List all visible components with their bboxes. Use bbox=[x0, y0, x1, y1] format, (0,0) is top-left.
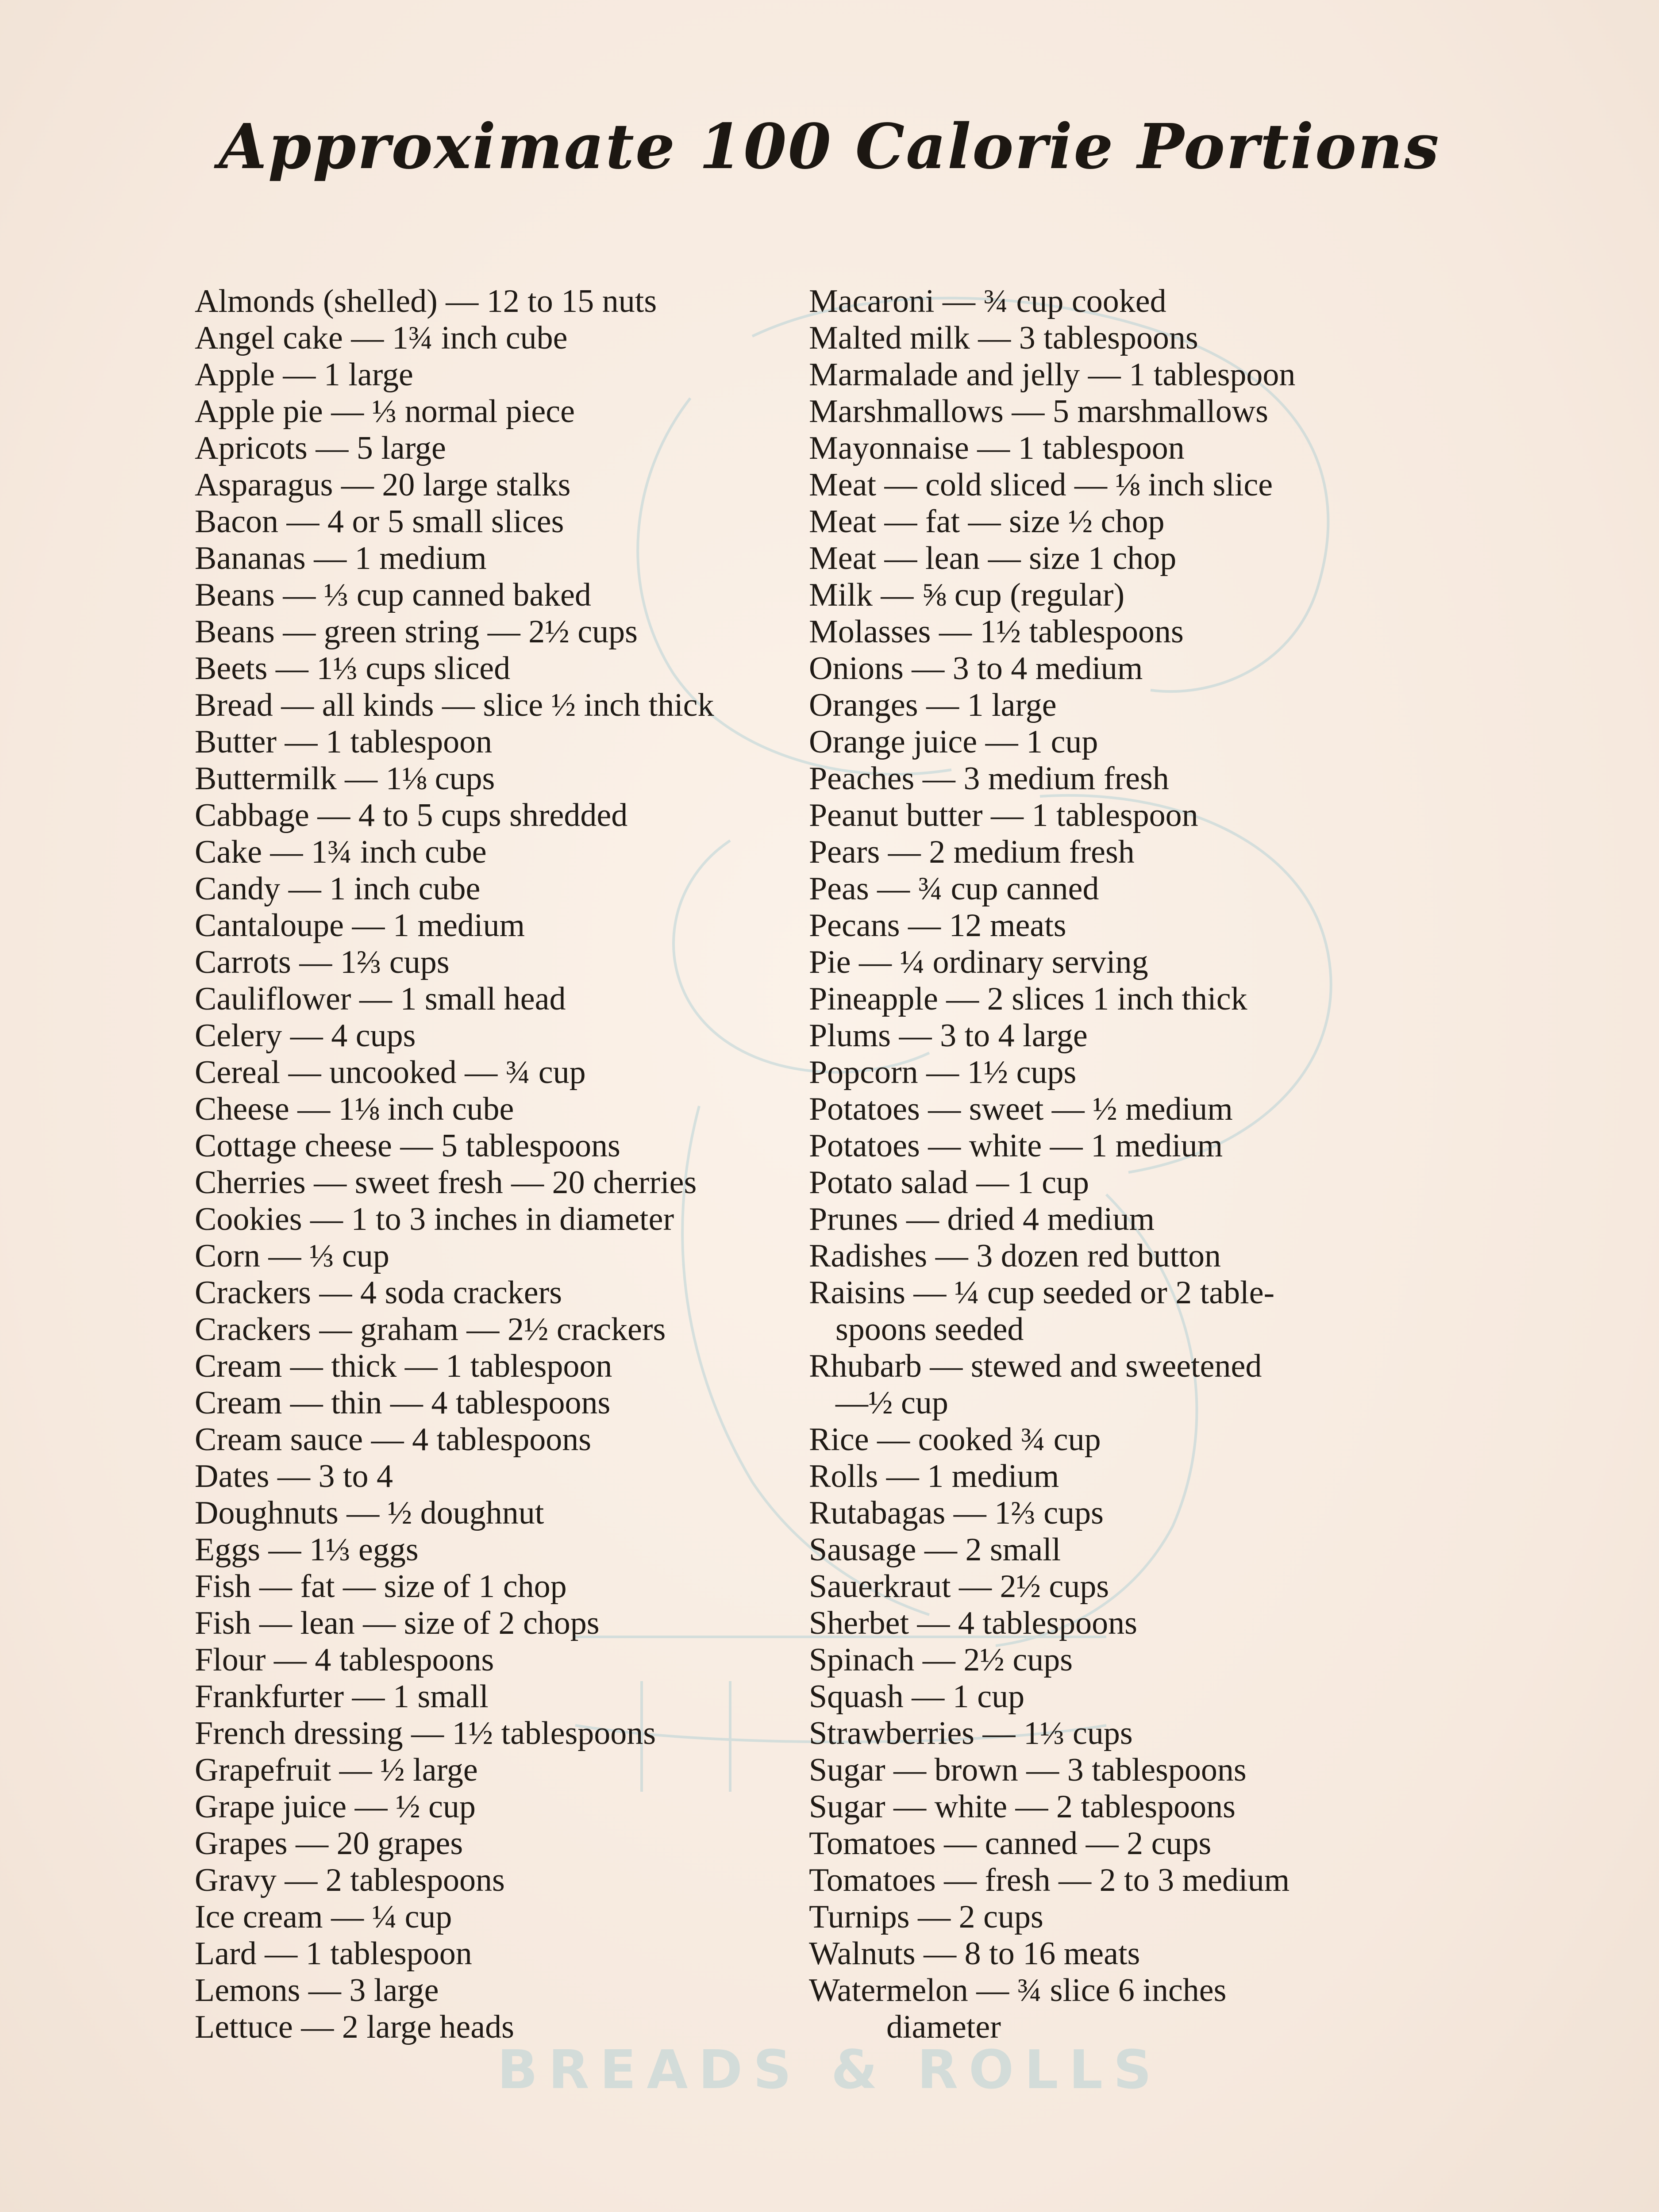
portion-item: Squash — 1 cup bbox=[809, 1678, 1025, 1715]
portion-item: Cream — thick — 1 tablespoon bbox=[195, 1348, 612, 1384]
portion-item: Macaroni — ¾ cup cooked bbox=[809, 283, 1166, 319]
portion-item: Beans — ⅓ cup canned baked bbox=[195, 577, 591, 613]
portion-item: Potatoes — sweet — ½ medium bbox=[809, 1091, 1233, 1127]
portion-item: Walnuts — 8 to 16 meats bbox=[809, 1936, 1140, 1972]
portion-item: Rhubarb — stewed and sweetened bbox=[809, 1348, 1262, 1384]
portion-item: Corn — ⅓ cup bbox=[195, 1238, 389, 1274]
portion-item: Tomatoes — fresh — 2 to 3 medium bbox=[809, 1862, 1290, 1898]
portion-item: Apple pie — ⅓ normal piece bbox=[195, 393, 575, 430]
portion-item: Spinach — 2½ cups bbox=[809, 1642, 1073, 1678]
portion-item: Cherries — sweet fresh — 20 cherries bbox=[195, 1164, 697, 1201]
portion-item: Buttermilk — 1⅛ cups bbox=[195, 760, 495, 797]
portion-item: Radishes — 3 dozen red button bbox=[809, 1238, 1221, 1274]
portion-item: spoons seeded bbox=[835, 1311, 1024, 1348]
portion-item: Cereal — uncooked — ¾ cup bbox=[195, 1054, 586, 1091]
left-portion-list bbox=[195, 283, 788, 2046]
portion-item: Mayonnaise — 1 tablespoon bbox=[809, 430, 1185, 466]
portion-item: Eggs — 1⅓ eggs bbox=[195, 1532, 419, 1568]
portion-item: Almonds (shelled) — 12 to 15 nuts bbox=[195, 283, 657, 319]
portion-item: Prunes — dried 4 medium bbox=[809, 1201, 1155, 1237]
portion-item: Cheese — 1⅛ inch cube bbox=[195, 1091, 514, 1127]
portion-item: Pecans — 12 meats bbox=[809, 907, 1066, 944]
portion-item: Frankfurter — 1 small bbox=[195, 1678, 489, 1715]
portion-item: Popcorn — 1½ cups bbox=[809, 1054, 1077, 1091]
portion-item: Molasses — 1½ tablespoons bbox=[809, 614, 1184, 650]
portion-item: Meat — fat — size ½ chop bbox=[809, 503, 1165, 540]
portion-item: Grape juice — ½ cup bbox=[195, 1789, 476, 1825]
portion-item: Celery — 4 cups bbox=[195, 1018, 416, 1054]
portion-item: Candy — 1 inch cube bbox=[195, 871, 481, 907]
portion-item: Pears — 2 medium fresh bbox=[809, 834, 1135, 870]
portion-item: Pie — ¼ ordinary serving bbox=[809, 944, 1148, 980]
portion-item: Apple — 1 large bbox=[195, 357, 413, 393]
portion-item: Bananas — 1 medium bbox=[195, 540, 487, 576]
portion-item: Dates — 3 to 4 bbox=[195, 1458, 393, 1494]
portion-item: Grapes — 20 grapes bbox=[195, 1825, 463, 1862]
portion-item: Bread — all kinds — slice ½ inch thick bbox=[195, 687, 714, 723]
portion-item: Cauliflower — 1 small head bbox=[195, 981, 566, 1017]
portion-item: Cream — thin — 4 tablespoons bbox=[195, 1385, 611, 1421]
portion-item: Apricots — 5 large bbox=[195, 430, 446, 466]
watermark-label: BREADS & ROLLS bbox=[497, 2039, 1162, 2101]
portion-item: Grapefruit — ½ large bbox=[195, 1752, 478, 1788]
portion-item: Potatoes — white — 1 medium bbox=[809, 1128, 1223, 1164]
portion-item: Peas — ¾ cup canned bbox=[809, 871, 1099, 907]
portion-item: Sugar — white — 2 tablespoons bbox=[809, 1789, 1236, 1825]
portion-item: Bacon — 4 or 5 small slices bbox=[195, 503, 564, 540]
portion-item: Lard — 1 tablespoon bbox=[195, 1936, 472, 1972]
portion-item: Peanut butter — 1 tablespoon bbox=[809, 797, 1198, 833]
portion-item: Cake — 1¾ inch cube bbox=[195, 834, 487, 870]
portion-item: Malted milk — 3 tablespoons bbox=[809, 320, 1198, 356]
portion-item: Butter — 1 tablespoon bbox=[195, 724, 493, 760]
portion-item: —½ cup bbox=[835, 1385, 948, 1421]
portion-item: Lettuce — 2 large heads bbox=[195, 2009, 514, 2045]
portion-item: Doughnuts — ½ doughnut bbox=[195, 1495, 544, 1531]
portion-item: Cookies — 1 to 3 inches in diameter bbox=[195, 1201, 674, 1237]
portion-item: Sauerkraut — 2½ cups bbox=[809, 1568, 1109, 1605]
portion-item: Pineapple — 2 slices 1 inch thick bbox=[809, 981, 1247, 1017]
portion-item: Turnips — 2 cups bbox=[809, 1899, 1043, 1935]
portion-item: Marmalade and jelly — 1 tablespoon bbox=[809, 357, 1296, 393]
portion-item: Flour — 4 tablespoons bbox=[195, 1642, 494, 1678]
portion-item: Rolls — 1 medium bbox=[809, 1458, 1059, 1494]
portion-item: Potato salad — 1 cup bbox=[809, 1164, 1089, 1201]
portion-item: Marshmallows — 5 marshmallows bbox=[809, 393, 1268, 430]
portion-item: Sausage — 2 small bbox=[809, 1532, 1061, 1568]
portion-item: Rice — cooked ¾ cup bbox=[809, 1421, 1101, 1458]
right-column bbox=[809, 283, 1455, 2046]
page-title: Approximate 100 Calorie Portions bbox=[219, 111, 1440, 183]
portion-item: Asparagus — 20 large stalks bbox=[195, 467, 571, 503]
portion-item: Crackers — graham — 2½ crackers bbox=[195, 1311, 666, 1348]
portion-item: Oranges — 1 large bbox=[809, 687, 1057, 723]
right-portion-list bbox=[809, 283, 1455, 2046]
portion-item: Beans — green string — 2½ cups bbox=[195, 614, 638, 650]
portion-item: Meat — cold sliced — ⅛ inch slice bbox=[809, 467, 1273, 503]
portion-item: Gravy — 2 tablespoons bbox=[195, 1862, 505, 1898]
portion-item: Carrots — 1⅔ cups bbox=[195, 944, 450, 980]
portion-item: Fish — fat — size of 1 chop bbox=[195, 1568, 567, 1605]
portion-item: Watermelon — ¾ slice 6 inches bbox=[809, 1972, 1227, 2008]
portion-item: Sherbet — 4 tablespoons bbox=[809, 1605, 1137, 1641]
portion-item: Cottage cheese — 5 tablespoons bbox=[195, 1128, 620, 1164]
portion-item: Rutabagas — 1⅔ cups bbox=[809, 1495, 1104, 1531]
portion-item: Crackers — 4 soda crackers bbox=[195, 1275, 562, 1311]
portion-item: Ice cream — ¼ cup bbox=[195, 1899, 452, 1935]
portion-item: Raisins — ¼ cup seeded or 2 table- bbox=[809, 1275, 1275, 1311]
portion-item: Sugar — brown — 3 tablespoons bbox=[809, 1752, 1247, 1788]
portion-item: Onions — 3 to 4 medium bbox=[809, 650, 1143, 687]
portion-item: Meat — lean — size 1 chop bbox=[809, 540, 1177, 576]
portion-item: Cabbage — 4 to 5 cups shredded bbox=[195, 797, 628, 833]
portion-item: Cream sauce — 4 tablespoons bbox=[195, 1421, 591, 1458]
portion-item: Orange juice — 1 cup bbox=[809, 724, 1098, 760]
portion-item: Lemons — 3 large bbox=[195, 1972, 439, 2008]
portion-item: Fish — lean — size of 2 chops bbox=[195, 1605, 600, 1641]
left-column bbox=[195, 283, 788, 2046]
portion-item: Tomatoes — canned — 2 cups bbox=[809, 1825, 1212, 1862]
portion-item: Peaches — 3 medium fresh bbox=[809, 760, 1169, 797]
portion-item: Angel cake — 1¾ inch cube bbox=[195, 320, 568, 356]
portion-item: Beets — 1⅓ cups sliced bbox=[195, 650, 511, 687]
portion-item: Strawberries — 1⅓ cups bbox=[809, 1715, 1133, 1751]
portion-item: Cantaloupe — 1 medium bbox=[195, 907, 525, 944]
portion-item: Plums — 3 to 4 large bbox=[809, 1018, 1088, 1054]
portion-item: diameter bbox=[886, 2009, 1001, 2045]
portion-item: French dressing — 1½ tablespoons bbox=[195, 1715, 656, 1751]
portion-item: Milk — ⅝ cup (regular) bbox=[809, 577, 1125, 613]
